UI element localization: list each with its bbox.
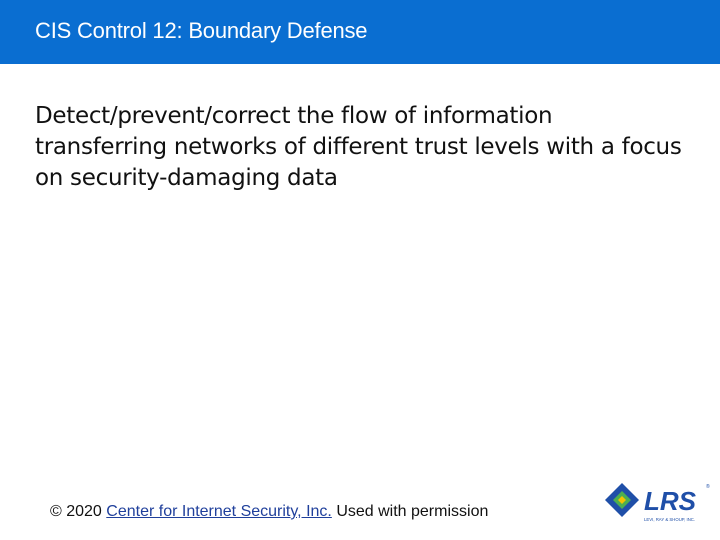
lrs-logo-text: LRS [644, 486, 696, 516]
slide-body-text: Detect/prevent/correct the flow of information transferring networks of different trust levels with a focus on security-damaging data [35, 103, 682, 191]
title-bar [0, 0, 720, 64]
copyright-text: © 2020 [50, 503, 102, 520]
cis-link[interactable]: Center for Internet Security, Inc. [106, 503, 332, 520]
svg-text:®: ® [706, 484, 710, 490]
slide-title: CIS Control 12: Boundary Defense [35, 18, 368, 43]
footer [50, 503, 488, 521]
permission-text: Used with permission [336, 503, 489, 520]
lrs-logo-tagline: LEVI, RAY & SHOUP, INC. [644, 517, 696, 522]
lrs-logo [602, 476, 712, 526]
lrs-diamond-icon [605, 483, 639, 517]
